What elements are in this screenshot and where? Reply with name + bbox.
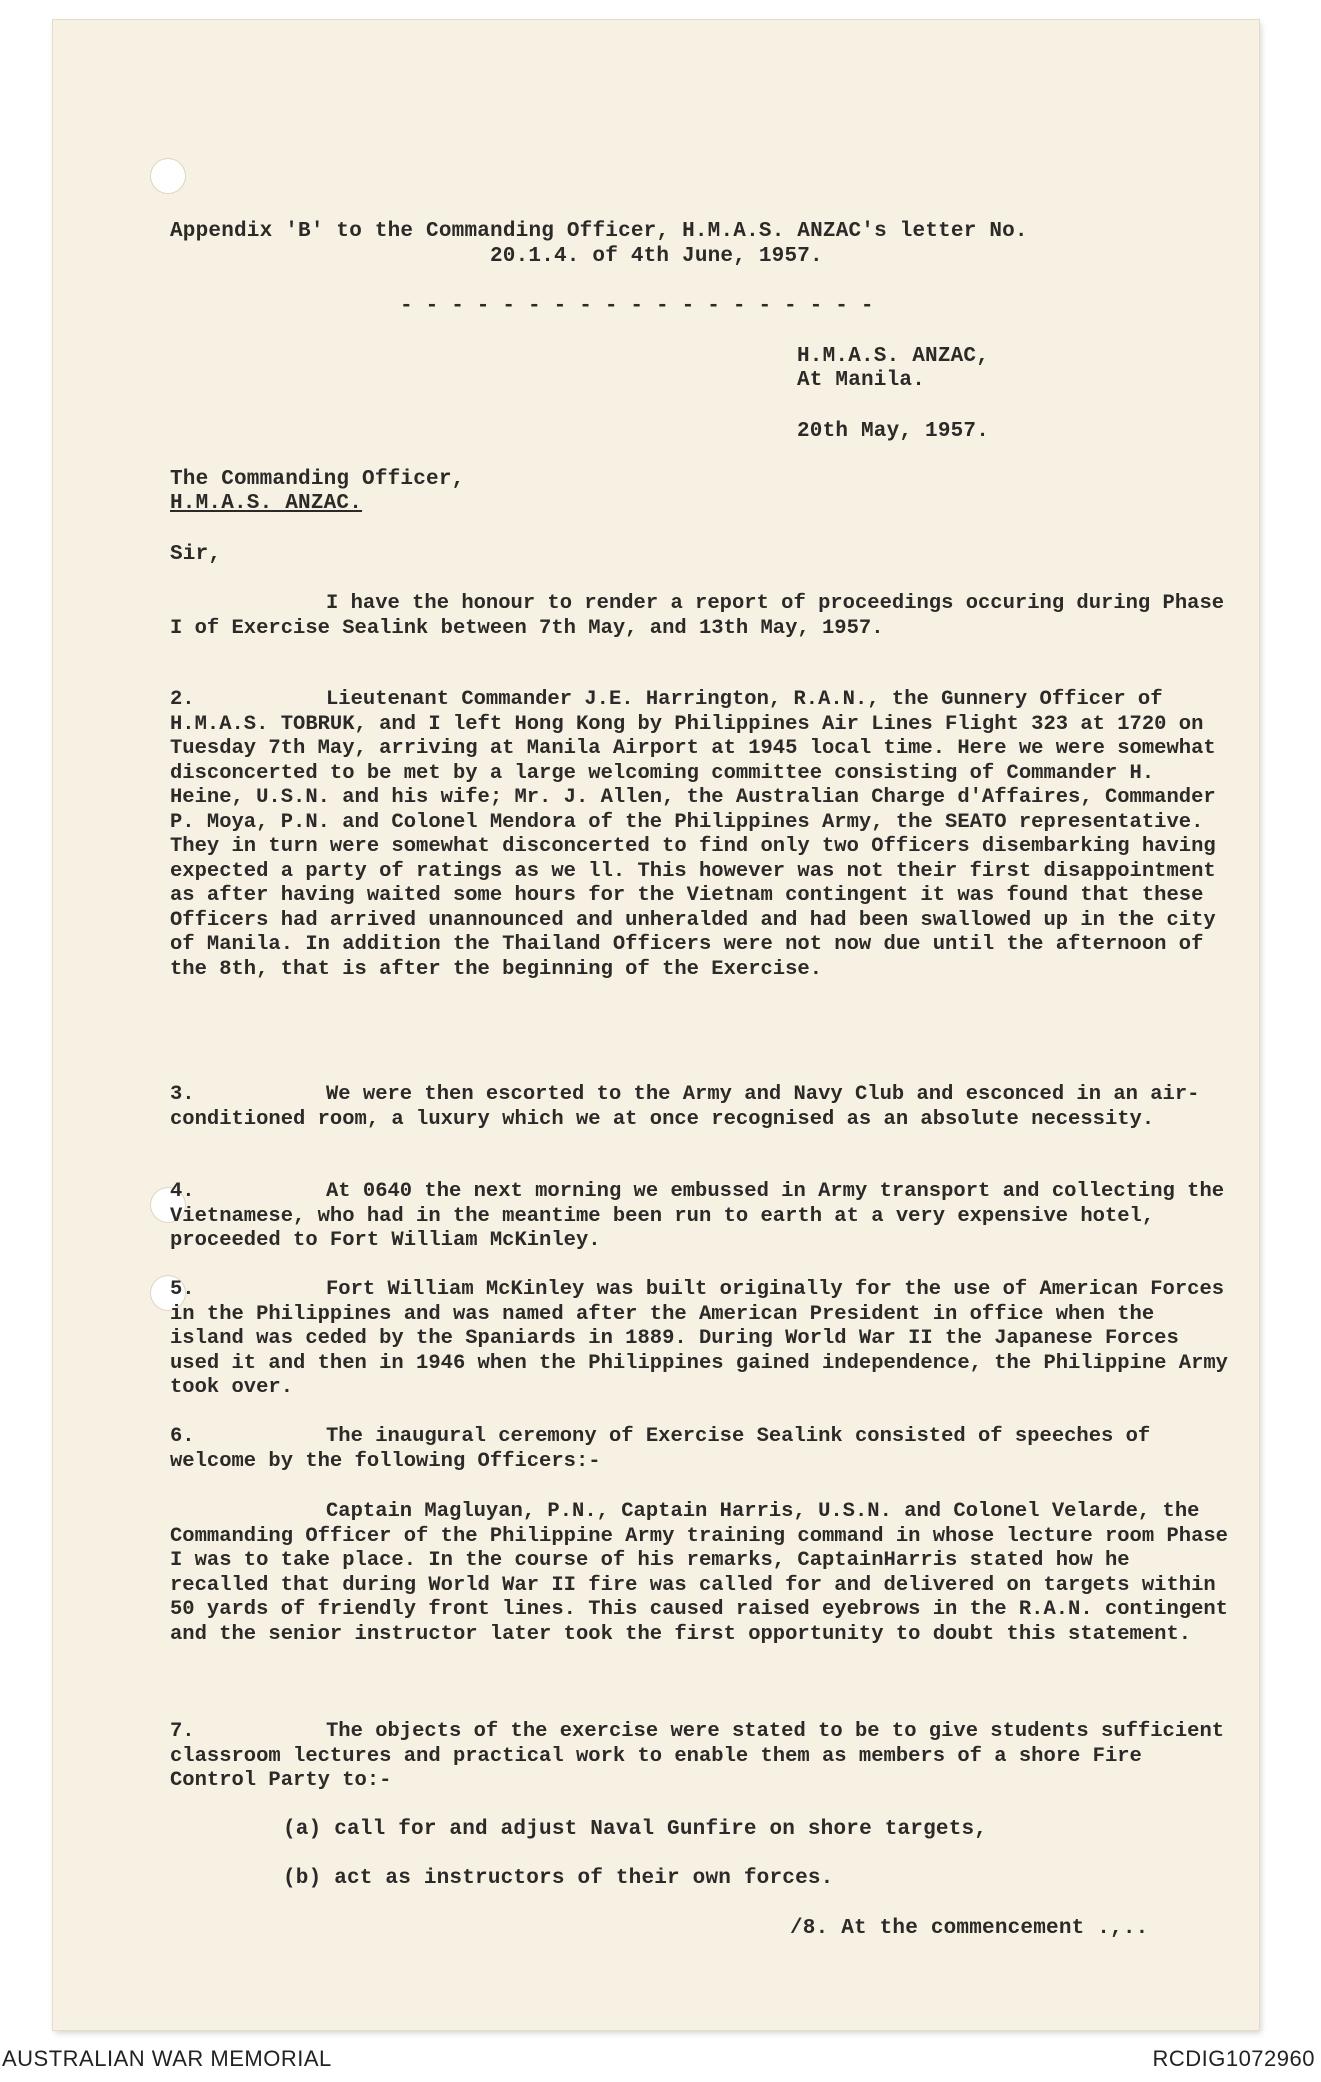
paragraph-number: 3. bbox=[170, 1083, 195, 1106]
addressee-line-1: The Commanding Officer, bbox=[170, 468, 465, 491]
paragraph-intro bbox=[170, 592, 1240, 641]
paragraph-text: We were then escorted to the Army and Navy Club and esconced in an air-conditioned room, a luxury which we at once recognised as an absolute necessity. bbox=[170, 1083, 1200, 1131]
salutation: Sir, bbox=[170, 543, 222, 566]
paragraph-number: 6. bbox=[170, 1425, 195, 1448]
sender-ship: H.M.A.S. ANZAC, bbox=[797, 345, 990, 368]
footer-source: AUSTRALIAN WAR MEMORIAL bbox=[2, 2046, 332, 2071]
paragraph-4 bbox=[170, 1180, 1240, 1254]
header-line-1: Appendix 'B' to the Commanding Officer, H.M.A.S. ANZAC's letter No. bbox=[170, 220, 1028, 243]
header-rule: - - - - - - - - - - - - - - - - - - - bbox=[400, 295, 874, 318]
paragraph-text: The objects of the exercise were stated to be to give students sufficient classroom lectures and practical work to enable them as members of a shore Fire Control Party to:- bbox=[170, 1720, 1225, 1792]
paragraph-3 bbox=[170, 1083, 1240, 1132]
paragraph-text: The inaugural ceremony of Exercise Sealink consisted of speeches of welcome by the following Officers:- bbox=[170, 1425, 1151, 1473]
addressee-line-2: H.M.A.S. ANZAC. bbox=[170, 492, 363, 515]
paragraph-text: Captain Magluyan, P.N., Captain Harris, U.S.N. and Colonel Velarde, the Commanding Officer of the Philippine Army training command in whose lecture room Phase I was to take place. In the course of his remarks, CaptainHarris stated how he recalled that during World War II fire was called for and delivered on targets within 50 yards of friendly front lines. This caused raised eyebrows in the R.A.N. contingent and the senior instructor later took the first opportunity to doubt this statement. bbox=[170, 1500, 1228, 1646]
paragraph-number: 5. bbox=[170, 1278, 195, 1301]
letter-date: 20th May, 1957. bbox=[797, 420, 990, 443]
paragraph-text: Fort William McKinley was built originally for the use of American Forces in the Philippines and was named after the American President in office when the island was ceded by the Spaniards in 1889. During World War II the Japanese Forces used it and then in 1946 when the Philippines gained independence, the Philippine Army took over. bbox=[170, 1278, 1228, 1399]
paragraph-number: 2. bbox=[170, 688, 195, 711]
paragraph-number: 4. bbox=[170, 1180, 195, 1203]
objective-a: (a) call for and adjust Naval Gunfire on shore targets, bbox=[283, 1818, 988, 1841]
paragraph-2 bbox=[170, 688, 1240, 982]
paragraph-7 bbox=[170, 1720, 1240, 1794]
paragraph-text: Lieutenant Commander J.E. Harrington, R.A.N., the Gunnery Officer of H.M.A.S. TOBRUK, and I left Hong Kong by Philippines Air Lines Flight 323 at 1720 on Tuesday 7th May, arriving at Manila Airport at 1945 local time. Here we were somewhat disconcerted to be met by a large welcoming committee consisting of Commander H. Heine, U.S.N. and his wife; Mr. J. Allen, the Australian Charge d'Affaires, Commander P. Moya, P.N. and Colonel Mendora of the Philippines Army, the SEATO representative. They in turn were somewhat disconcerted to find only two Officers disembarking having expected a party of ratings as we ll. This however was not their first disappointment as after having waited some hours for the Vietnam contingent it was found that these Officers had arrived unannounced and unheralded and had been swallowed up in the city of Manila. In addition the Thailand Officers were not now due until the afternoon of the 8th, that is after the beginning of the Exercise. bbox=[170, 688, 1216, 981]
paragraph-6 bbox=[170, 1425, 1240, 1474]
paragraph-text: At 0640 the next morning we embussed in Army transport and collecting the Vietnamese, who had in the meantime been run to earth at a very expensive hotel, proceeded to Fort William McKinley. bbox=[170, 1180, 1225, 1252]
paragraph-text: I have the honour to render a report of proceedings occuring during Phase I of Exercise Sealink between 7th May, and 13th May, 1957. bbox=[170, 592, 1225, 640]
paragraph-6-continued bbox=[170, 1500, 1240, 1647]
header-line-2: 20.1.4. of 4th June, 1957. bbox=[490, 245, 823, 268]
punch-hole bbox=[150, 158, 186, 194]
paragraph-number: 7. bbox=[170, 1720, 195, 1743]
footer-id: RCDIG1072960 bbox=[1152, 2046, 1315, 2071]
sender-place: At Manila. bbox=[797, 369, 926, 392]
continuation-note: /8. At the commencement .,.. bbox=[790, 1917, 1149, 1940]
objective-b: (b) act as instructors of their own forces. bbox=[283, 1867, 834, 1890]
paragraph-5 bbox=[170, 1278, 1240, 1401]
